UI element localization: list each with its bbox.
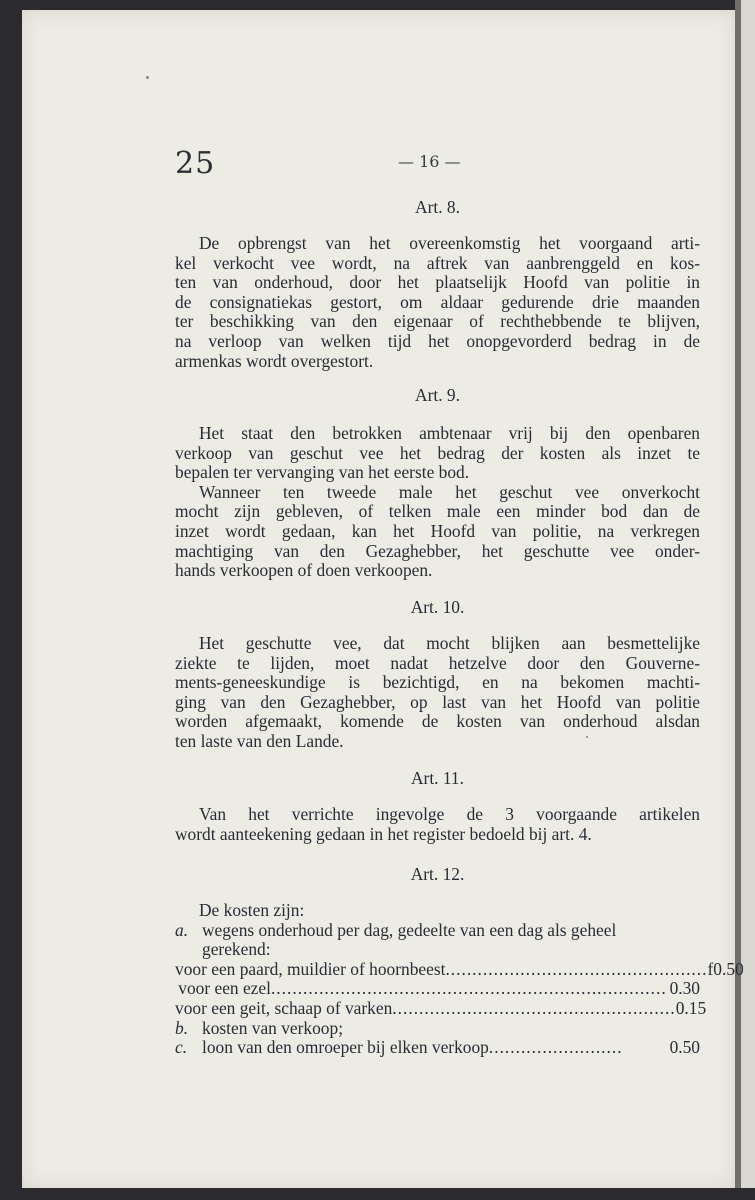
item-text: loon van den omroeper bij elken verkoop <box>202 1037 489 1058</box>
text-line: ten van onderhoud, door het plaatselijk Hoofd van politie in <box>175 272 700 293</box>
text-line: de consignatiekas gestort, om aldaar gedurende drie maanden <box>175 291 700 312</box>
text-line: bepalen ter vervanging van het eerste bod. <box>175 462 470 483</box>
leader-dots: ..................................................... <box>392 997 676 1018</box>
cost-item-a <box>175 921 700 941</box>
page-number: — 16 — <box>398 152 461 171</box>
article-8-heading: Art. 8. <box>415 197 460 217</box>
subitem-amount: 0.15 <box>675 997 707 1018</box>
subitem-desc: voor een geit, schaap of varken <box>175 997 393 1018</box>
text-line: wordt aanteekening gedaan in het register bedoeld bij art. 4. <box>175 823 592 844</box>
item-label: b. <box>175 1017 189 1038</box>
article-11-heading: Art. 11. <box>411 768 464 788</box>
leader-dots: .......................................................................... <box>270 978 667 999</box>
text-line: machtiging van den Gezaghebber, het geschutte vee onder- <box>175 540 700 561</box>
text-line: De opbrengst van het overeenkomstig het voorgaand arti- <box>199 233 700 253</box>
bottom-edge <box>0 1188 755 1200</box>
article-8-body <box>175 234 700 371</box>
subitem-desc: voor een ezel <box>178 978 271 999</box>
item-text: kosten van verkoop; <box>202 1017 344 1038</box>
article-12-heading: Art. 12. <box>410 864 465 884</box>
folio-number: 25 <box>175 146 216 181</box>
currency-sign: f <box>707 958 714 979</box>
text-line: ziekte te lijden, moet nadat hetzelve door den Gouverne- <box>175 652 700 673</box>
item-amount: 0.50 <box>669 1037 700 1058</box>
cost-item-a-cont <box>175 940 700 960</box>
article-11-body <box>175 805 700 844</box>
text-line: ten laste van den Lande. <box>175 730 344 751</box>
item-text: gerekend: <box>202 939 271 960</box>
text-line: Het geschutte vee, dat mocht blijken aan besmettelijke <box>199 633 700 653</box>
text-line: Wanneer ten tweede male het geschut vee onverkocht <box>199 481 700 502</box>
text-line: inzet wordt gedaan, kan het Hoofd van politie, na verkregen <box>175 520 700 541</box>
cost-item-b <box>175 1019 700 1039</box>
article-9-body <box>175 424 700 581</box>
text-line: Van het verrichte ingevolge de 3 voorgaande artikelen <box>199 804 700 824</box>
costs-intro: De kosten zijn: <box>199 900 305 920</box>
text-line: kel verkocht vee wordt, na aftrek van aanbrenggeld en kos- <box>175 252 700 273</box>
subitem-desc: voor een paard, muildier of hoornbeest <box>175 958 446 979</box>
article-10-heading: Art. 10. <box>410 597 465 617</box>
text-line: ments-geneeskundige is bezichtigd, en na bekomen machti- <box>175 672 700 693</box>
text-line: na verloop van welken tijd het onopgevorderd bedrag in de <box>175 330 700 351</box>
cost-subitem <box>175 958 744 980</box>
subitem-amount: 0.50 <box>713 958 744 979</box>
subitem-amount: 0.30 <box>669 978 700 999</box>
article-10-body <box>175 634 700 752</box>
costs-intro-row <box>175 901 700 921</box>
item-label: a. <box>175 919 189 940</box>
text-line: armenkas wordt overgestort. <box>175 350 374 371</box>
text-line: hands verkoopen of doen verkoopen. <box>175 560 433 581</box>
article-9-heading: Art. 9. <box>415 385 460 405</box>
next-page-strip <box>741 0 755 1200</box>
cost-subitem <box>175 979 700 999</box>
item-text: wegens onderhoud per dag, gedeelte van een dag als geheel <box>202 919 617 940</box>
cost-subitem <box>175 997 707 1019</box>
leader-dots: ......................... <box>488 1037 623 1058</box>
text-line: verkoop van geschut vee het bedrag der kosten als inzet te <box>175 442 700 463</box>
leader-dots: ................................................. <box>445 958 708 979</box>
item-label: c. <box>175 1037 188 1058</box>
text-line: ging van den Gezaghebber, op last van het Hoofd van politie <box>175 691 700 712</box>
paper-speck <box>146 76 149 79</box>
costs-list <box>175 900 744 1058</box>
text-line: mocht zijn gebleven, of telken male een minder bod dan de <box>175 501 700 522</box>
cost-item-c <box>175 1038 700 1058</box>
text-line: Het staat den betrokken ambtenaar vrij bij den openbaren <box>199 423 700 443</box>
text-line: worden afgemaakt, komende de kosten van onderhoud alsdan <box>175 711 700 732</box>
text-line: ter beschikking van den eigenaar of rechthebbende te blijven, <box>175 311 700 332</box>
